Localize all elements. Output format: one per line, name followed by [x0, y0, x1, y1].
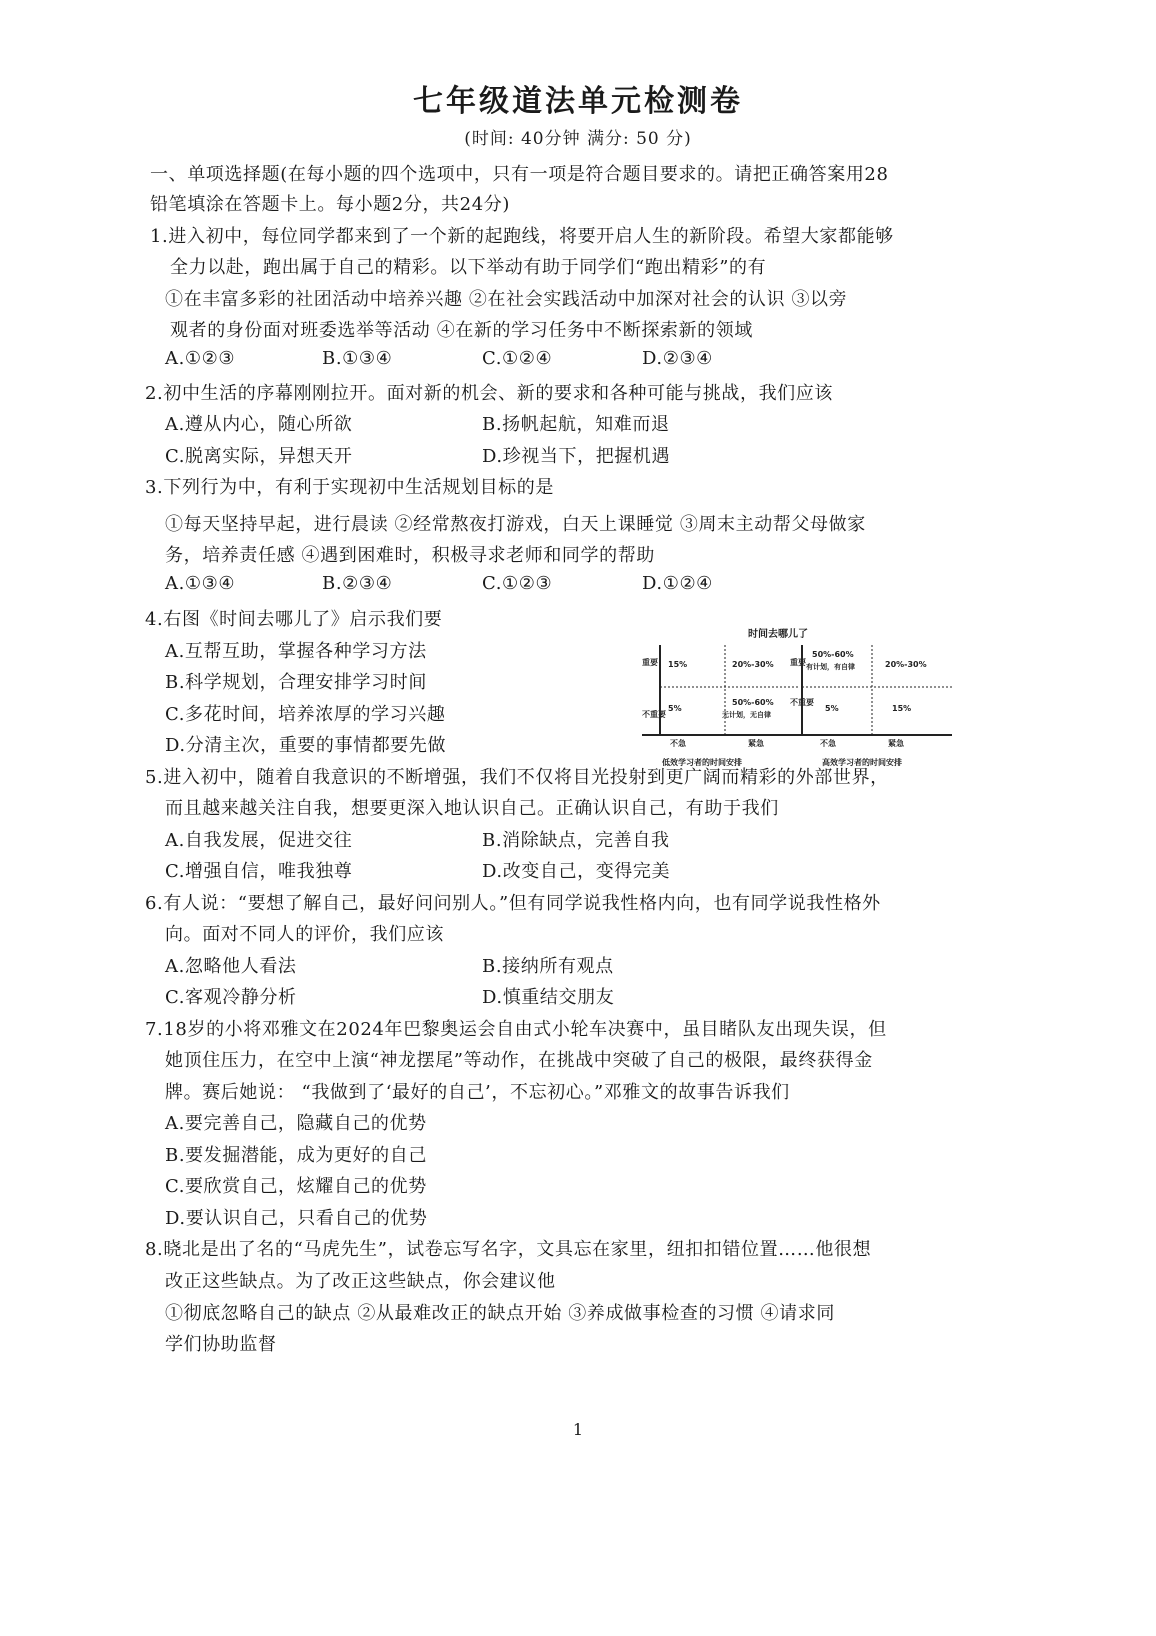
q4-option-b: B.科学规划，合理安排学习时间	[165, 672, 427, 693]
section-heading-line2: 铅笔填涂在答题卡上。每小题2分，共24分)	[150, 194, 510, 215]
q8-line1: 8.晓北是出了名的“马虎先生”，试卷忘写名字，文具忘在家里，纽扣扣错位置……他很想	[145, 1239, 872, 1260]
q7-option-c: C.要欣赏自己，炫耀自己的优势	[165, 1176, 427, 1197]
q6-line1: 6.有人说：“要想了解自己，最好问问别人。”但有同学说我性格内向，也有同学说我性格外	[145, 893, 881, 914]
q2-stem: 2.初中生活的序幕刚刚拉开。面对新的机会、新的要求和各种可能与挑战，我们应该	[145, 383, 833, 404]
right-x-right: 紧急	[888, 739, 904, 748]
q6-option-c: C.客观冷静分析	[165, 987, 297, 1008]
right-y-bottom: 不重要	[790, 698, 814, 707]
right-tl-note: 有计划，有自律	[806, 663, 855, 671]
q3-stem: 3.下列行为中，有利于实现初中生活规划目标的是	[145, 477, 554, 498]
q2-option-b: B.扬帆起航，知难而退	[482, 414, 670, 435]
q5-line2: 而且越来越关注自我，想要更深入地认识自己。正确认识自己，有助于我们	[165, 798, 779, 819]
q5-line1: 5.进入初中，随着自我意识的不断增强，我们不仅将目光投射到更广阔而精彩的外部世界，	[145, 767, 889, 788]
right-x-left: 不急	[820, 739, 836, 748]
q3-option-c: C.①②③	[482, 573, 553, 594]
right-bl-value: 5%	[825, 704, 839, 713]
q7-line2: 她顶住压力，在空中上演“神龙摆尾”等动作，在挑战中突破了自己的极限，最终获得金	[165, 1050, 873, 1071]
chart-title: 时间去哪儿了	[748, 629, 808, 640]
left-y-bottom: 不重要	[642, 710, 666, 719]
q7-line3: 牌。赛后她说： “我做到了‘最好的自己’，不忘初心。”邓雅文的故事告诉我们	[165, 1082, 790, 1103]
section-heading-line1: 一、单项选择题(在每小题的四个选项中，只有一项是符合题目要求的。请把正确答案用28	[150, 164, 889, 185]
q3-option-d: D.①②④	[642, 573, 713, 594]
q1-option-d: D.②③④	[642, 348, 713, 369]
left-caption: 低效学习者的时间安排	[662, 758, 742, 767]
left-tl-value: 15%	[668, 660, 688, 669]
page-title: 七年级道法单元检测卷	[413, 84, 743, 119]
q6-line2: 向。面对不同人的评价，我们应该	[165, 924, 444, 945]
left-br-note: 无计划，无自律	[722, 711, 771, 719]
q4-option-d: D.分清主次，重要的事情都要先做	[165, 735, 447, 756]
left-x-left: 不急	[670, 739, 686, 748]
q2-option-c: C.脱离实际，异想天开	[165, 446, 353, 467]
q2-option-d: D.珍视当下，把握机遇	[482, 446, 671, 467]
q5-option-c: C.增强自信，唯我独尊	[165, 861, 353, 882]
q4-stem: 4.右图《时间去哪儿了》启示我们要	[145, 609, 443, 630]
left-y-top: 重要	[642, 658, 658, 667]
q3-line2: ①每天坚持早起，进行晨读 ②经常熬夜打游戏，白天上课睡觉 ③周末主动帮父母做家	[165, 514, 866, 535]
q6-option-b: B.接纳所有观点	[482, 956, 614, 977]
q1-option-a: A.①②③	[165, 348, 236, 369]
right-caption: 高效学习者的时间安排	[822, 758, 902, 767]
q7-option-d: D.要认识自己，只看自己的优势	[165, 1208, 428, 1229]
q7-option-b: B.要发掘潜能，成为更好的自己	[165, 1145, 427, 1166]
time-chart-svg	[640, 625, 955, 780]
q1-line1: 1.进入初中，每位同学都来到了一个新的起跑线，将要开启人生的新阶段。希望大家都能够	[150, 226, 894, 247]
q8-line3: ①彻底忽略自己的缺点 ②从最难改正的缺点开始 ③养成做事检查的习惯 ④请求同	[165, 1303, 835, 1324]
q6-option-a: A.忽略他人看法	[165, 956, 297, 977]
left-bl-value: 5%	[668, 704, 682, 713]
q6-option-d: D.慎重结交朋友	[482, 987, 615, 1008]
q7-option-a: A.要完善自己，隐藏自己的优势	[165, 1113, 427, 1134]
q5-option-d: D.改变自己，变得完美	[482, 861, 671, 882]
q1-option-b: B.①③④	[322, 348, 393, 369]
page-subtitle: (时间: 40分钟 满分: 50 分)	[464, 129, 692, 149]
q1-line4: 观者的身份面对班委选举等活动 ④在新的学习任务中不断探索新的领域	[170, 320, 753, 341]
q5-option-a: A.自我发展，促进交往	[165, 830, 353, 851]
q3-option-b: B.②③④	[322, 573, 393, 594]
q5-option-b: B.消除缺点，完善自我	[482, 830, 670, 851]
q1-line3: ①在丰富多彩的社团活动中培养兴趣 ②在社会实践活动中加深对社会的认识 ③以旁	[165, 289, 848, 310]
left-br-value: 50%-60%	[732, 698, 774, 707]
q8-line2: 改正这些缺点。为了改正这些缺点，你会建议他	[165, 1271, 556, 1292]
q1-line2: 全力以赴，跑出属于自己的精彩。以下举动有助于同学们“跑出精彩”的有	[170, 257, 767, 278]
q1-option-c: C.①②④	[482, 348, 553, 369]
left-x-right: 紧急	[748, 739, 764, 748]
q4-option-c: C.多花时间，培养浓厚的学习兴趣	[165, 704, 446, 725]
right-y-top: 重要	[790, 658, 806, 667]
q3-line3: 务，培养责任感 ④遇到困难时，积极寻求老师和同学的帮助	[165, 545, 655, 566]
time-chart	[640, 625, 955, 780]
q4-option-a: A.互帮互助，掌握各种学习方法	[165, 641, 427, 662]
right-tl-value: 50%-60%	[812, 650, 854, 659]
left-tr-value: 20%-30%	[732, 660, 774, 669]
page-number: 1	[572, 1420, 584, 1439]
q7-line1: 7.18岁的小将邓雅文在2024年巴黎奥运会自由式小轮车决赛中，虽目睹队友出现失误，但	[145, 1019, 887, 1040]
q8-line4: 学们协助监督	[165, 1334, 277, 1355]
q3-option-a: A.①③④	[165, 573, 236, 594]
right-br-value: 15%	[892, 704, 912, 713]
right-tr-value: 20%-30%	[885, 660, 927, 669]
q2-option-a: A.遵从内心，随心所欲	[165, 414, 353, 435]
